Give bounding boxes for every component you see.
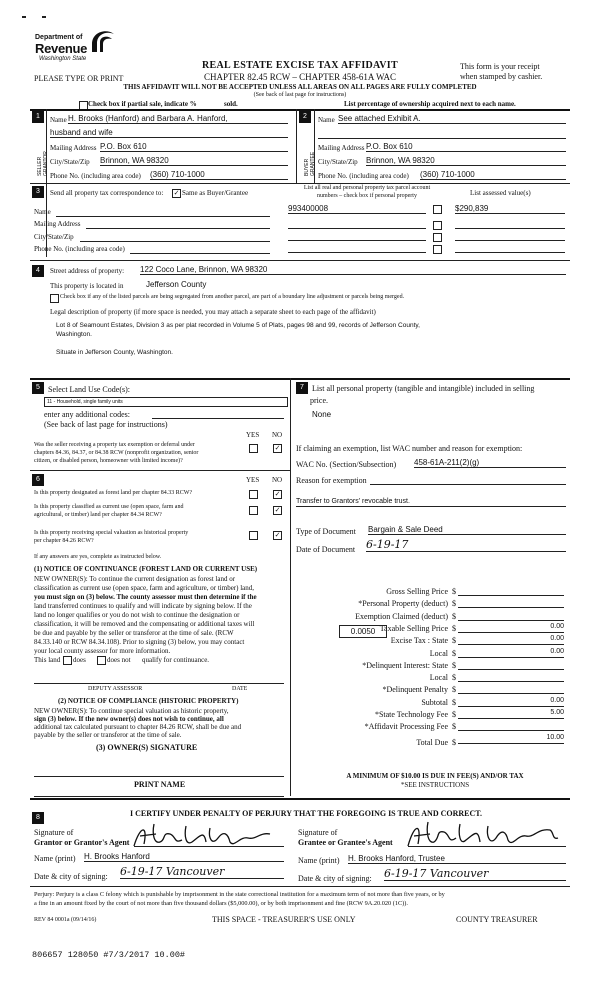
tax-row-value[interactable]: 0.00 [458, 634, 564, 645]
please-type: PLEASE TYPE OR PRINT [34, 74, 124, 83]
parcel-number-field[interactable] [288, 252, 426, 253]
corr-phone-label: Phone No. (including area code) [34, 245, 125, 253]
tax-row-dollar: $ [452, 722, 456, 732]
seller-mail-field[interactable]: P.O. Box 610 [100, 142, 288, 152]
tax-row-label: *Delinquent Penalty [382, 685, 448, 695]
historic-yes-checkbox[interactable] [249, 531, 258, 540]
perjury-line2: a fine in an amount fixed by the court of not more than five thousand dollars ($5,000.00), or by both imprisonment and fine (RCW 9A.20.020 (1C)). [34, 900, 408, 907]
grantor-date-field[interactable]: 6-19-17 Vancouver [120, 865, 284, 879]
tax-row-dollar: $ [452, 710, 456, 719]
deputy-date-label: DATE [232, 686, 248, 692]
nc-line: sign (3) below. If the new owner(s) does not wish to continue, all [34, 715, 224, 723]
buyer-name-label: Name [318, 116, 335, 124]
same-as-buyer-label: Same as Buyer/Grantee [182, 189, 249, 197]
assessed-value-field[interactable] [455, 252, 565, 253]
partial-sale-label: Check box if partial sale, indicate % [88, 100, 197, 108]
does-not-checkbox[interactable] [97, 656, 106, 665]
tax-row-label: Total Due [416, 737, 448, 747]
treasurer-space: THIS SPACE - TREASURER'S USE ONLY [212, 915, 356, 924]
same-as-buyer-checkbox[interactable]: ✓ [173, 189, 180, 197]
form-chapter: CHAPTER 82.45 RCW – CHAPTER 458-61A WAC [204, 72, 396, 82]
tax-row-label: *State Technology Fee [374, 710, 448, 719]
enter-codes-label: enter any additional codes: [44, 410, 130, 419]
forest-no-checkbox[interactable]: ✓ [274, 490, 281, 498]
legal-line1: Lot 8 of Seamount Estates, Division 3 as per plat recorded in Volume 5 of Plats, pages 98 and 99, records of Jefferson County, [56, 322, 420, 329]
doc-date-label: Date of Document [296, 545, 356, 554]
tax-row-dollar: $ [452, 685, 456, 695]
parcel-number-field[interactable]: 993400008 [288, 204, 426, 214]
legal-label: Legal description of property (if more space is needed, you may attach a separate sheet to each page of the affidavit) [50, 308, 376, 316]
land-use-label: Select Land Use Code(s): [48, 385, 130, 394]
buyer-city-label: City/State/Zip [318, 158, 358, 166]
seller-name-field-2[interactable]: husband and wife [50, 128, 288, 138]
yes-header-6: YES [246, 476, 260, 484]
assessed-value-field[interactable] [455, 240, 565, 241]
does-label: does [73, 656, 86, 664]
tax-row-value[interactable]: 0.00 [458, 696, 564, 707]
if-yes-instruction: If any answers are yes, complete as instructed below. [34, 554, 162, 560]
seller-city-field[interactable]: Brinnon, WA 98320 [100, 156, 288, 166]
exempt-yes-checkbox[interactable] [249, 444, 258, 453]
seller-phone-label: Phone No. (including area code) [50, 172, 141, 180]
segregated-label: Check box if any of the listed parcels are being segregated from another parcel, are part of a boundary line adjustment or parcels being merged. [60, 294, 405, 300]
buyer-city-field[interactable]: Brinnon, WA 98320 [366, 156, 566, 166]
no-header-5: NO [272, 431, 283, 439]
does-not-label: does not [107, 656, 131, 664]
parcel-list-label1: List all real and personal property tax parcel account [303, 185, 431, 191]
tax-row-dollar: $ [452, 660, 456, 670]
personal-property-field[interactable]: None [312, 410, 332, 419]
yes-header-5: YES [246, 431, 260, 439]
segregated-checkbox[interactable] [50, 294, 59, 303]
grantor-sig-label2: Grantor or Grantor's Agent [34, 838, 130, 847]
legal-line3: Situate in Jefferson County, Washington. [56, 349, 173, 356]
corr-mail-field[interactable] [86, 228, 270, 229]
reason-label: Reason for exemption [296, 476, 367, 485]
price-label: price. [310, 396, 328, 405]
reason-line[interactable] [370, 484, 566, 485]
tax-row-value[interactable] [458, 659, 564, 670]
qualify-label: qualify for continuance. [142, 656, 210, 664]
treasurer-stamp: 806657 128050 #7/3/2017 10.00# [32, 950, 186, 960]
tax-row-dollar: $ [452, 737, 456, 747]
noc-line: NEW OWNER(S): To continue the current designation as forest land or [34, 575, 236, 583]
buyer-side-label: BUYER GRANTEE [304, 151, 316, 176]
tax-row-value[interactable] [458, 585, 564, 596]
noc-line: classification, it will be removed and the compensating or additional taxes will [34, 620, 255, 628]
owner-signature-title: (3) OWNER(S) SIGNATURE [96, 743, 198, 752]
personal-property-checkbox[interactable] [433, 245, 442, 254]
corr-mail-label: Mailing Address [34, 220, 81, 228]
grantee-sig-label1: Signature of [298, 828, 338, 837]
current-use-q2: agricultural, or timber) land per chapter 84.34 RCW? [34, 512, 162, 518]
seller-city-label: City/State/Zip [50, 158, 90, 166]
corr-name-field[interactable] [56, 216, 270, 217]
parcel-number-field[interactable] [288, 228, 426, 229]
noc-line: you must sign on (3) below. The county assessor must then determine if the [34, 593, 257, 601]
parcel-number-field[interactable] [288, 240, 426, 241]
this-land-label: This land [34, 656, 61, 664]
land-use-select[interactable]: 11 - Household, single family units [44, 397, 288, 407]
reason-field[interactable]: Transfer to Grantors' revocable trust. [296, 498, 410, 505]
minimum-notice: A MINIMUM OF $10.00 IS DUE IN FEE(S) AND/OR TAX [346, 772, 524, 780]
section-2-number: 2 [299, 111, 311, 123]
noc2-body [34, 707, 241, 739]
grantee-name-label: Name (print) [298, 856, 340, 865]
seller-name-field[interactable]: H. Brooks (Hanford) and Barbara A. Hanford, [68, 114, 288, 124]
scan-mark [22, 16, 26, 18]
tax-row-label: *Personal Property (deduct) [358, 599, 448, 609]
print-name-line[interactable] [34, 796, 284, 797]
grantor-name-field[interactable]: H. Brooks Hanford [84, 852, 284, 862]
personal-property-checkbox[interactable] [433, 221, 442, 230]
tax-row-value[interactable] [458, 720, 564, 731]
tax-row-dollar: $ [452, 673, 456, 683]
tax-row-value[interactable] [458, 683, 564, 694]
corr-city-field[interactable] [80, 241, 270, 242]
noc-line: 84.33.140 or RCW 84.34.108). Prior to signing (3) below, you may contact [34, 638, 245, 646]
tax-row-label: Excise Tax : State [390, 636, 448, 646]
tax-row-dollar: $ [452, 599, 456, 609]
tax-row-value[interactable]: 0.00 [458, 622, 564, 633]
corr-name-label: Name [34, 208, 51, 216]
grantee-date-label: Date & city of signing: [298, 874, 372, 883]
perjury-line1: Perjury: Perjury is a class C felony which is punishable by imprisonment in the state correctional institution for a maximum term of not more than five years, or by [34, 891, 445, 898]
tax-row-value[interactable]: 5.00 [458, 708, 564, 719]
seller-phone-field[interactable]: (360) 710-1000 [150, 170, 288, 180]
section-1-number: 1 [32, 111, 44, 123]
send-correspondence-label: Send all property tax correspondence to: [50, 189, 164, 197]
historic-q1: Is this property receiving special valuation as historical property [34, 530, 189, 536]
tax-row-dollar: $ [452, 697, 456, 707]
does-checkbox[interactable] [63, 656, 72, 665]
tax-row-label: Local [429, 673, 448, 683]
exempt-q-line3: citizen, or disabled person, homeowner with limited income)? [34, 458, 183, 464]
tax-row-dollar: $ [452, 636, 456, 646]
current-use-yes-checkbox[interactable] [249, 506, 258, 515]
form-title: REAL ESTATE EXCISE TAX AFFIDAVIT [202, 60, 398, 71]
doc-type-field[interactable]: Bargain & Sale Deed [368, 525, 566, 535]
section-4-number: 4 [32, 265, 44, 277]
noc2-title: (2) NOTICE OF COMPLIANCE (HISTORIC PROPERTY) [58, 697, 239, 705]
personal-property-checkbox[interactable] [433, 205, 442, 214]
scan-mark [42, 16, 46, 18]
noc-title: (1) NOTICE OF CONTINUANCE (FOREST LAND OR CURRENT USE) [34, 565, 258, 573]
see-back: (See back of last page for instructions) [253, 92, 347, 98]
receipt-line1: This form is your receipt [460, 62, 540, 71]
historic-no-checkbox[interactable]: ✓ [274, 531, 281, 539]
dept-line1: Department of [35, 34, 83, 41]
doc-date-field[interactable]: 6-19-17 [366, 538, 566, 552]
current-use-q1: Is this property classified as current use (open space, farm and [34, 504, 184, 510]
tax-row-dollar: $ [452, 648, 456, 658]
noc-line: land no longer qualifies or you do not wish to continue the designation or [34, 611, 240, 619]
rev-number: REV 84 0001a (09/14/16) [34, 917, 97, 923]
grantor-signature-image [130, 820, 280, 852]
section-5-number: 5 [32, 382, 44, 394]
grantor-name-label: Name (print) [34, 854, 76, 863]
buyer-name-field-2[interactable] [318, 128, 566, 139]
deputy-signature-line[interactable] [34, 683, 284, 684]
street-field[interactable]: 122 Coco Lane, Brinnon, WA 98320 [140, 265, 566, 275]
seller-mail-label: Mailing Address [50, 144, 97, 152]
certify-label: I CERTIFY UNDER PENALTY OF PERJURY THAT THE FOREGOING IS TRUE AND CORRECT. [130, 809, 483, 818]
exempt-no-checkbox[interactable]: ✓ [274, 444, 281, 452]
buyer-name-field[interactable]: See attached Exhibit A. [338, 114, 566, 124]
owner-signature-line[interactable] [34, 776, 284, 777]
county-treasurer: COUNTY TREASURER [456, 915, 538, 924]
street-label: Street address of property: [50, 267, 125, 275]
seller-side-label: SELLER GRANTOR [37, 151, 49, 176]
buyer-mail-label: Mailing Address [318, 144, 365, 152]
tax-row-label: *Affidavit Processing Fee [364, 722, 448, 732]
assessed-label: List assessed value(s) [470, 189, 531, 197]
tax-row-label: Local [429, 648, 448, 658]
sold-label: sold. [224, 100, 238, 108]
personal-property-label: List all personal property (tangible and intangible) included in selling [312, 384, 535, 393]
deputy-assessor-label: DEPUTY ASSESSOR [88, 686, 143, 692]
additional-codes-field[interactable] [152, 418, 284, 419]
exempt-q-line1: Was the seller receiving a property tax exemption or deferral under [34, 442, 195, 448]
section-8-number: 8 [32, 812, 44, 824]
legal-line2: Washington. [56, 331, 92, 338]
dept-line3: Washington State [39, 56, 87, 62]
tax-row-dollar: $ [452, 611, 456, 621]
washington-swoosh-icon [88, 26, 118, 54]
parcel-list-label2: numbers – check box if personal property [317, 193, 417, 199]
buyer-phone-label: Phone No. (including area code) [318, 172, 409, 180]
see-back-5: (See back of last page for instructions) [44, 420, 168, 429]
grantee-sig-label2: Grantee or Grantee's Agent [298, 838, 393, 847]
tax-row-value[interactable] [458, 671, 564, 682]
nc-line: payable by the seller or transferor at the time of sale. [34, 731, 182, 739]
reason-line-2[interactable] [296, 506, 566, 507]
exemption-claim-label: If claiming an exemption, list WAC number and reason for exemption: [296, 444, 523, 453]
grantee-date-field[interactable]: 6-19-17 Vancouver [384, 867, 566, 881]
nc-line: additional tax calculated pursuant to chapter 84.26 RCW, shall be due and [34, 723, 242, 731]
tax-row-value[interactable] [458, 610, 564, 621]
revenue-logo [35, 34, 87, 63]
exempt-q-line2: chapters 84.36, 84.37, or 84.38 RCW (nonprofit organization, senior [34, 450, 199, 456]
wac-field[interactable]: 458-61A-211(2)(g) [414, 458, 566, 468]
forest-yes-checkbox[interactable] [249, 490, 258, 499]
assessed-value-field[interactable] [455, 228, 565, 229]
historic-q2: per chapter 84.26 RCW? [34, 538, 94, 544]
print-name-label: PRINT NAME [134, 780, 186, 789]
noc-line: land transferred continues to qualify and will indicate by signing below. If the [34, 602, 252, 610]
no-header-6: NO [272, 476, 283, 484]
section-3-number: 3 [32, 186, 44, 198]
grantee-name-field[interactable]: H. Brooks Hanford, Trustee [348, 854, 566, 864]
perjury-notice [34, 890, 574, 908]
grantee-signature-image [404, 818, 564, 852]
corr-phone-field[interactable] [130, 253, 270, 254]
tax-row-label: Exemption Claimed (deduct) [355, 611, 448, 621]
dept-line2: Revenue [35, 41, 88, 56]
forest-q: Is this property designated as forest land per chapter 84.33 RCW? [34, 490, 193, 496]
located-label: This property is located in [50, 282, 124, 290]
grantor-date-label: Date & city of signing: [34, 872, 108, 881]
doc-type-label: Type of Document [296, 527, 356, 536]
tax-row-value[interactable] [458, 597, 564, 608]
current-use-no-checkbox[interactable]: ✓ [274, 506, 281, 514]
seller-name-label: Name [50, 116, 67, 124]
tax-row-value[interactable]: 0.00 [458, 647, 564, 658]
county-field[interactable]: Jefferson County [146, 280, 207, 289]
wac-label: WAC No. (Section/Subsection) [296, 460, 397, 469]
see-instructions: *SEE INSTRUCTIONS [400, 781, 470, 789]
noc-body [34, 575, 257, 656]
buyer-mail-field[interactable]: P.O. Box 610 [366, 142, 566, 152]
form-warning: THIS AFFIDAVIT WILL NOT BE ACCEPTED UNLESS ALL AREAS ON ALL PAGES ARE FULLY COMPLETED [123, 83, 477, 91]
section-7-number: 7 [296, 382, 308, 394]
tax-row-label: *Delinquent Interest: State [362, 660, 448, 670]
section-6-number: 6 [32, 474, 44, 486]
tax-row-label: Subtotal [421, 697, 448, 707]
tax-row-value[interactable]: 10.00 [458, 733, 564, 744]
receipt-line2: when stamped by cashier. [460, 72, 543, 81]
noc-line: classification as current use (open space, farm and agriculture, or timber) land, [34, 584, 255, 592]
buyer-phone-field[interactable]: (360) 710-1000 [420, 170, 566, 180]
local-rate-field[interactable]: 0.0050 [339, 625, 387, 638]
corr-city-label: City/State/Zip [34, 233, 74, 241]
ownership-label: List percentage of ownership acquired next to each name. [344, 100, 516, 108]
nc-line: NEW OWNER(S): To continue special valuation as historic property, [34, 707, 229, 715]
noc-line: your local county assessor for more information. [34, 647, 171, 655]
tax-row-dollar: $ [452, 587, 456, 596]
tax-row-dollar: $ [452, 623, 456, 633]
grantor-sig-label1: Signature of [34, 828, 74, 837]
tax-row-label: Taxable Selling Price [379, 623, 448, 633]
noc-line: be due and payable by the seller or transferor at the time of sale. (RCW [34, 629, 234, 637]
tax-row-label: Gross Selling Price [386, 587, 448, 596]
assessed-value-field[interactable]: $290,839 [455, 204, 565, 214]
personal-property-checkbox[interactable] [433, 233, 442, 242]
